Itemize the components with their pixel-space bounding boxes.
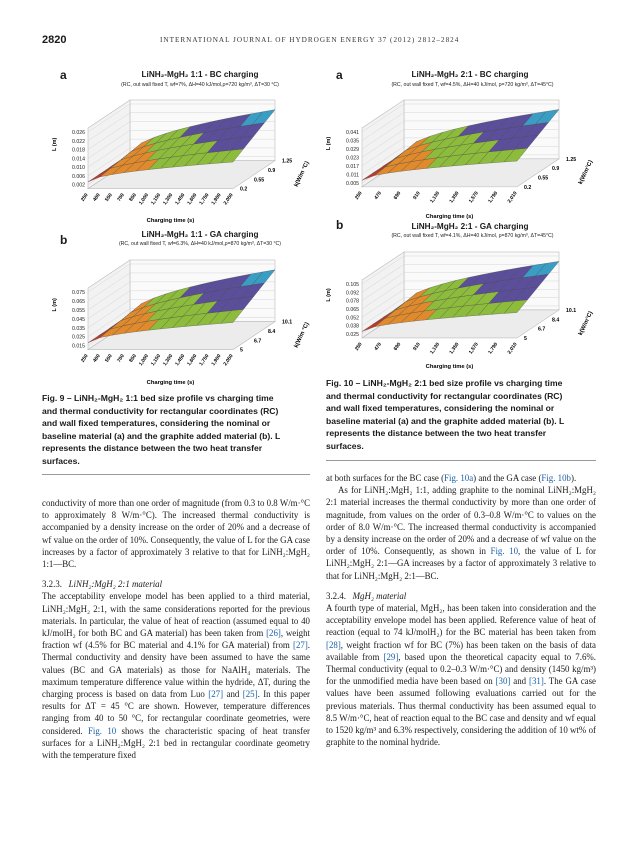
caption-line: and thermal conductivity for rectangular coordinates (RC) [42,405,279,416]
x-tick-label: 1,570 [467,190,480,205]
caption-line: Fig. 9 – LiNH₂-MgH₂ 1:1 bed size profile vs charging time [42,393,274,403]
caption-line: surfaces. [42,455,80,466]
x-tick-label: 1,350 [448,190,461,205]
fig9a-title: LiNH₂-MgH₂ 1:1 - BC charging [141,70,259,79]
y-tick-label: 0.041 [346,130,359,136]
caption-line: and wall fixed temperatures, considering the nominal or [326,403,555,414]
k-tick-label: 1.25 [282,158,293,165]
x-tick-label: 1,000 [137,192,151,207]
caption-line: Fig. 10 – LiNH₂-MgH₂ 2:1 bed size profile vs charging time [326,378,563,388]
caption-line: surfaces. [326,440,364,451]
k-tick-label: 5 [524,335,527,342]
citation-link[interactable]: [25] [242,689,258,700]
y-tick-label: 0.014 [72,156,85,163]
y-axis-label: L (m) [52,298,58,312]
paragraph: As for LiNH₂:MgH₂ 1:1, adding graphite to the nominal LiNH₂:MgH₂ 2:1 material increases the thermal conductivity by more than one order of magnitude, from values on the order of 0.3–0.8 W/m·°C to values on the order of 8.0 W/m·°C. The increased thermal conductivity is accompanied by a density increase on the order of 20% and a decrease of wf value on the order of 10%. Consequently, as shown in Fig. 10, the value of L for LiNH₂:MgH₂ 2:1—GA increases by a factor of approximately 3 relative to that for LiNH₂:MgH₂ 2:1—BC. [326,485,596,581]
caption-line: baseline material (a) and the graphite added material (b). L [42,430,281,441]
x-tick-label: 1,900 [210,192,223,207]
y-tick-label: 0.022 [72,138,85,145]
y-tick-label: 0.065 [346,306,359,313]
x-axis-label: Charging time (s) [425,214,474,220]
k-tick-label: 10.1 [282,319,293,326]
caption-line: and thermal conductivity for rectangular coordinates (RC) [326,390,563,401]
page-number: 2820 [42,34,67,46]
fig10-caption [326,377,596,453]
k-tick-label: 6.7 [254,338,262,345]
journal-header: INTERNATIONAL JOURNAL OF HYDROGEN ENERGY 37 (2012) 2812–2824 [160,36,460,44]
fig9b-surface-plot [48,252,311,386]
x-tick-label: 690 [392,341,403,352]
y-tick-label: 0.052 [346,315,359,322]
k-tick-label: 8.4 [268,328,276,335]
x-tick-label: 700 [116,192,126,203]
y-tick-label: 0.029 [346,146,359,153]
y-tick-label: 0.018 [72,147,85,154]
x-tick-label: 850 [128,353,138,364]
heading-number: 3.2.3. [42,579,62,590]
x-tick-label: 1,900 [210,353,223,368]
x-tick-label: 2,010 [506,341,519,356]
x-tick-label: 1,750 [198,192,211,207]
x-tick-label: 2,010 [506,190,519,205]
paragraph: conductivity of more than one order of magnitude (from 0.3 to 0.8 W/m·°C to approximately 8 W/m·°C). The increased thermal conductivity is accompanied by a density increase on the order of 20% and a decrease of wf value on the order of 10%. Consequently, the value of L for the GA case increases by a factor of approximately 3 relative to that for LiNH₂:MgH₂ 1:1—BC. [42,498,310,570]
x-tick-label: 250 [353,190,364,201]
figure-link[interactable]: Fig. 10 [490,546,519,557]
x-tick-label: 1,130 [429,190,442,205]
x-tick-label: 1,300 [162,353,175,368]
figure-link[interactable]: Fig. 10b [541,473,571,483]
divider [42,474,310,475]
x-axis-label: Charging time (s) [146,218,195,224]
citation-link[interactable]: [31] [529,676,544,687]
y-tick-label: 0.015 [72,343,85,350]
x-tick-label: 910 [412,341,422,352]
caption-line: represents the distance between the two heat transfer [42,443,263,454]
k-tick-label: 0.55 [538,175,549,182]
fig9-caption [42,392,312,468]
x-tick-label: 1,750 [198,353,211,368]
k-tick-label: 1.25 [566,156,577,163]
y-tick-label: 0.105 [346,282,359,288]
y-tick-label: 0.026 [72,130,85,136]
fig10b-subtitle: (RC, out wall fixed T, wf=4.1%, ΔH=40 kJ/mol, ρ=870 kg/m³, ΔT=45°C) [391,233,554,239]
fig10a-letter: a [336,68,343,82]
paragraph: at both surfaces for the BC case (Fig. 10a) and the GA case (Fig. 10b). [326,473,577,483]
paragraph: A fourth type of material, MgH₂, has been taken into consideration and the acceptability envelope model has been applied. Reference value of heat of reaction (equal to 74 kJ/molH₂) for the BC material has been taken from [28], weight fraction wf for BC (7%) has been taken on the basis of data available from [29], based upon the theoretical capacity equal to 7.6%. Thermal conductivity (equal to 0.2–0.3 W/m·°C) and density (1450 kg/m³) for the unmodified media have been based on [30] and [31]. The GA case values have been assumed following evaluations carried out for the previous materials. Thus thermal conductivity has been assumed equal to 8.5 W/m·°C, heat of reaction equal to the BC case and density and wf equal to 1520 kg/m³ and 6.3% respectively, considering the addition of 10 wt% of graphite to the nominal hydride. [326,603,597,748]
x-tick-label: 1,600 [186,353,199,368]
fig10a-surface-plot [322,92,595,220]
x-tick-label: 1,150 [150,353,163,368]
y-axis-label: L (m) [52,137,58,152]
fig9a-letter: a [60,68,67,82]
y-tick-label: 0.065 [72,298,85,305]
y-tick-label: 0.038 [346,323,359,330]
y-tick-label: 0.078 [346,298,359,305]
x-tick-label: 1,000 [137,353,151,368]
x-tick-label: 1,570 [467,341,480,356]
k-tick-label: 0.55 [254,177,265,184]
x-tick-label: 250 [353,341,364,352]
y-tick-label: 0.055 [72,307,85,314]
y-axis-label: L (m) [326,136,332,151]
k-axis-label: k(W/m°C) [577,159,595,186]
y-tick-label: 0.025 [72,334,85,341]
citation-link[interactable]: [27] [208,689,224,700]
fig10b-letter: b [336,218,344,232]
heading-title: LiNH₂:MgH₂ 2:1 material [68,579,163,590]
k-tick-label: 0.9 [268,168,276,175]
y-axis-label: L (m) [326,288,332,302]
fig9a-subtitle: (RC, out wall fixed T, wf=7%, ΔH=40 kJ/mol,ρ=720 kg/m³, ΔT=30 °C) [121,82,279,88]
citation-link[interactable]: [29] [383,651,399,662]
fig10a-subtitle: (RC, out wall fixed T, wf=4.5%, ΔH=40 kJ/mol, ρ=720 kg/m³, ΔT=45°C) [391,82,554,88]
y-tick-label: 0.023 [346,155,359,162]
fig10a-title: LiNH₂-MgH₂ 2:1 - BC charging [411,70,529,79]
fig10b-title: LiNH₂-MgH₂ 2:1 - GA charging [411,222,529,231]
figure-link[interactable]: Fig. 10 [87,725,117,736]
y-tick-label: 0.035 [346,138,359,145]
y-tick-label: 0.002 [72,182,85,189]
x-axis-label: Charging time (s) [425,364,474,370]
y-tick-label: 0.005 [346,180,359,187]
paragraph: The acceptability envelope model has been applied to a third material, LiNH₂:MgH₂ 2:1, with the same considerations reported for the previous materials. In particular, the value of heat of reaction (assumed equal to 40 kJ/molH₂ for both BC and GA material) has been taken from [26], weight fraction wf (4.5% for BC material and 4.1% for GA material) from [27]. Thermal conductivity and density have been assumed to have the same values (BC and GA materials) as those for NaAlH₄ materials. The maximum temperature difference value within the hydride, ΔT, during the charging process is based on data from Luo [27] and [25]. In this paper results for ΔT = 45 °C are shown. However, temperature differences ranging from 40 to 50 °C, for rectangular coordinate geometries, were considered. Fig. 10 shows the characteristic spacing of heat transfer surfaces for a LiNH₂:MgH₂ 2:1 bed in rectangular coordinate geometry with the temperature fixed [42,591,311,761]
caption-line: represents the distance between the two heat transfer [326,428,547,439]
x-tick-label: 550 [104,192,114,203]
x-tick-label: 690 [392,190,403,201]
x-tick-label: 1,790 [487,341,500,356]
x-tick-label: 850 [128,192,138,203]
y-tick-label: 0.035 [72,325,85,332]
fig9b-letter: b [60,233,68,247]
x-tick-label: 1,450 [174,192,187,207]
x-tick-label: 1,450 [174,353,187,368]
k-axis-label: k(W/m °C) [293,160,311,188]
x-tick-label: 400 [92,353,102,364]
caption-line: and wall fixed temperatures, considering the nominal or [42,418,271,429]
x-tick-label: 470 [373,341,384,352]
fig9a-surface-plot [48,92,311,224]
y-tick-label: 0.006 [72,173,85,180]
x-tick-label: 910 [412,190,422,201]
citation-link[interactable]: [30] [495,676,511,687]
right-text-column [326,472,596,748]
x-tick-label: 1,130 [429,341,442,356]
x-tick-label: 1,150 [150,192,163,207]
x-tick-label: 400 [92,192,102,203]
x-tick-label: 700 [116,353,126,364]
k-tick-label: 8.4 [552,317,560,324]
y-tick-label: 0.045 [72,316,85,323]
k-axis-label: k(W/m °C) [293,321,311,349]
x-tick-label: 1,600 [186,192,199,207]
heading-number: 3.2.4. [326,590,346,601]
x-tick-label: 1,790 [487,190,500,205]
fig10b-surface-plot [322,244,595,370]
citation-link[interactable]: [26] [266,628,281,639]
figure-link[interactable]: Fig. 10a [444,473,474,483]
k-tick-label: 0.2 [240,186,248,193]
x-tick-label: 250 [79,353,90,364]
k-tick-label: 0.2 [524,184,532,191]
k-tick-label: 10.1 [566,307,577,314]
y-tick-label: 0.010 [72,165,85,172]
x-tick-label: 2,050 [222,353,235,368]
fig9b-subtitle: (RC, out wall fixed T, wf=6.3%, ΔH=40 kJ/mol,ρ=870 kg/m³, ΔT=30 °C) [118,241,282,247]
k-axis-label: k(W/m°C) [577,310,595,337]
y-tick-label: 0.011 [346,172,359,179]
divider [326,460,596,461]
section-heading [326,590,596,602]
y-tick-label: 0.025 [346,331,359,338]
fig9b-title: LiNH₂-MgH₂ 1:1 - GA charging [141,230,259,239]
heading-title: MgH₂ material [352,590,407,601]
caption-line: baseline material (a) and the graphite added material (b). L [326,415,565,426]
citation-link[interactable]: [28] [326,639,341,650]
citation-link[interactable]: [27] [292,640,308,651]
x-tick-label: 470 [373,190,384,201]
x-tick-label: 1,300 [162,192,175,207]
x-tick-label: 550 [104,353,114,364]
y-tick-label: 0.017 [346,163,359,170]
k-tick-label: 5 [240,347,243,354]
x-tick-label: 250 [79,192,90,203]
k-tick-label: 6.7 [538,326,546,333]
x-axis-label: Charging time (s) [146,380,195,386]
x-tick-label: 1,350 [448,341,461,356]
x-tick-label: 2,050 [222,192,235,207]
y-tick-label: 0.092 [346,290,359,297]
k-tick-label: 0.9 [552,166,560,173]
section-heading [42,578,310,590]
left-text-column [42,497,310,761]
y-tick-label: 0.075 [72,290,85,296]
